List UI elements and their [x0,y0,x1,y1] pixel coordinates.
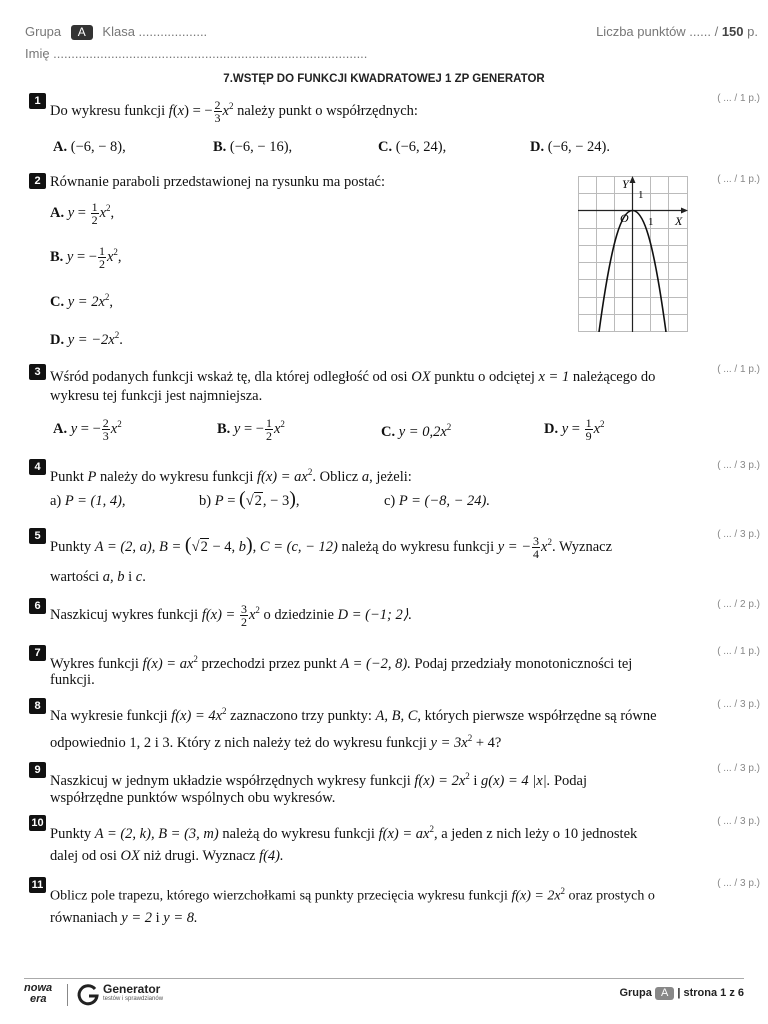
option-value: (−6, − 16), [229,139,293,155]
footer-page-info [619,987,744,1000]
x-axis-label: X [675,214,683,228]
math: A = (2, a), [94,538,156,555]
option-label: A. [53,420,68,437]
question-points: ( ... / 2 p.) [717,599,760,610]
question-number: 4 [29,459,46,475]
text: odpowiednio [50,734,126,751]
option-d[interactable]: D. y = $\frac{1}{9}$ $x^2$ [544,416,605,443]
math: c [135,569,143,585]
generator-logo-icon [76,983,100,1007]
question-points: ( ... / 3 p.) [717,699,760,710]
text: Punkty [50,538,92,555]
option-label: B. [213,139,227,155]
question-number: 2 [29,173,46,189]
question-9-text-line2: współrzędne punktów wspólnych obu wykresów. [50,790,336,806]
text: Wśród podanych funkcji wskaż tę, dla której odległość od osi [50,369,408,385]
parabola-graph [578,176,688,332]
text: przechodzi przez punkt [201,655,337,672]
question-4-text: Punkt P należy do wykresu funkcji $f(x) = ax^2$. Oblicz a, jeżeli: [50,467,412,485]
math: A = (−2, 8). [340,655,411,672]
question-3-text [50,367,690,387]
text: oraz prostych o [568,888,655,904]
math: a, b [102,569,125,585]
part-c [384,491,490,511]
text: wartości [50,569,100,585]
question-1-text: Do wykresu funkcji f(x) = − $\frac{2}{3}$ $x^2$ należy punkt o współrzędnych: [50,98,418,125]
text: i [473,772,478,789]
text: równaniach [50,910,118,926]
part-a [50,491,126,511]
option-c[interactable] [378,137,446,157]
math: + 4? [475,734,502,751]
question-points: ( ... / 1 p.) [717,364,760,375]
question-points: ( ... / 3 p.) [717,460,760,471]
text: Do wykresu funkcji [50,102,166,119]
text: należy punkt o współrzędnych: [237,102,418,119]
math: f(4). [259,848,284,864]
logo-separator [67,984,68,1006]
question-7-text-line2: funkcji. [50,672,95,688]
part-value: P = (1, 4), [64,493,126,509]
text: jednostek [581,825,638,842]
text: Naszkicuj wykres funkcji [50,606,199,623]
text: należy do wykresu funkcji [99,468,254,485]
math: C = (c, − 12) [259,538,338,555]
math: f(x) = 2x [414,772,466,789]
question-points: ( ... / 1 p.) [717,174,760,185]
math: P [87,468,97,485]
text: należą do wykresu funkcji [222,825,375,842]
text: punktu o odciętej [434,369,535,385]
footer-group-badge: A [655,987,674,1000]
math: g(x) = 4 |x|. [481,772,551,789]
math: 3. [162,734,174,751]
option-label: B. [50,248,64,265]
option-label: A. [50,204,65,221]
option-b[interactable] [213,137,292,157]
text: niż drugi. Wyznacz [143,848,256,864]
question-points: ( ... / 3 p.) [717,816,760,827]
y-axis-label: Y [622,177,629,191]
math: y = − [497,538,532,555]
question-11-text: Oblicz pole trapezu, którego wierzchołkami są punkty przecięcia wykresu funkcji $f(x) = 2x^2$ oraz prostych o [50,886,655,904]
header-group [25,24,207,40]
option-c[interactable]: C. $y = 0,2x^2$ [381,422,452,440]
math: A, B, C, [375,707,422,724]
origin-label: O [620,211,629,225]
question-number: 1 [29,93,46,109]
text: i [128,569,133,585]
y-unit-label: 1 [638,189,644,201]
class-field: Klasa ................... [102,24,208,39]
text: Na wykresie funkcji [50,707,168,724]
option-value: y = −2x [67,331,115,348]
group-label: Grupa [25,24,62,39]
option-a[interactable] [53,137,126,157]
question-number: 5 [29,528,46,544]
option-value: y = 0,2x [398,423,447,440]
text: których pierwsze współrzędne są równe [424,707,657,724]
math: f(x) = 2x [511,888,561,904]
option-label: D. [50,331,65,348]
page-title: 7.WSTĘP DO FUNKCJI KWADRATOWEJ 1 ZP GENERATOR [223,73,545,85]
text: Podaj przedziały monotoniczności tej [414,655,633,672]
option-label: B. [217,420,231,437]
math: a [361,468,370,485]
math: f(x) = ax [142,655,194,672]
option-value: (−6, − 24). [547,139,610,155]
math: A = (2, k), [94,825,155,842]
option-end: . [119,331,123,348]
nowa-era-logo [24,983,60,1005]
text: i [154,734,159,751]
question-3-text-line2: wykresu tej funkcji jest najmniejsza. [50,388,263,404]
question-number: 8 [29,698,46,714]
math: f(x) = ax [257,468,308,485]
text: . Wyznacz [551,538,612,555]
page-number: | strona 1 z 6 [677,987,744,999]
question-10-text-line2 [50,846,284,866]
generator-text: Generator [103,982,161,996]
logo-text-era: era [30,993,47,1005]
math: B = [159,538,182,555]
question-number: 6 [29,598,46,614]
part-value: P = (−8, − 24). [398,493,490,509]
option-b[interactable]: B. y = − $\frac{1}{2}$ $x^2$, [50,244,122,271]
text: Punkty [50,825,92,842]
question-9-text: Naszkicuj w jednym układzie współrzędnych wykresy funkcji $f(x) = 2x^2$ i g(x) = 4 |x|. Podaj [50,771,587,789]
math: f(x) = [201,606,236,623]
question-points: ( ... / 1 p.) [717,646,760,657]
text: i [155,910,160,926]
question-number: 9 [29,762,46,778]
math: x = 1 [538,369,570,385]
option-b[interactable]: B. y = − $\frac{1}{2}$ $x^2$ [217,416,285,443]
math: y = 3x [430,734,468,751]
question-7-text: Wykres funkcji $f(x) = ax^2$ przechodzi przez punkt A = (−2, 8). Podaj przedziały monotoniczności tej [50,654,633,672]
name-field: Imię ....................................................................................... [25,46,368,61]
text: , jeżeli: [369,468,412,485]
text: . [142,569,146,585]
footer-group-label: Grupa [619,987,652,999]
text: Podaj [553,772,587,789]
part-label: b) [199,493,212,509]
text: należącego do [572,369,656,385]
math: f(x) = 4x [171,707,223,724]
question-points: ( ... / 3 p.) [717,529,760,540]
text: Wykres funkcji [50,655,139,672]
option-label: A. [53,139,68,155]
text: zaznaczono trzy punkty: [230,707,372,724]
group-badge: A [71,25,93,40]
math: B = (3, m) [158,825,219,842]
points-label: Liczba punktów ...... / [596,24,719,39]
text: dalej od osi [50,848,117,864]
question-number: 11 [29,877,46,893]
footer-divider [24,978,744,979]
question-5-text-line2 [50,567,146,587]
option-label: C. [50,293,65,310]
question-8-text-line2: odpowiednio 1, 2 i 3. Który z nich należy też do wykresu funkcji $y = 3x^2 + 4$? [50,733,502,751]
question-11-text-line2 [50,908,198,928]
logo-text-nowa: nowa [24,982,53,994]
text: Oblicz pole trapezu, którego wierzchołkami są punkty przecięcia wykresu funkcji [50,888,508,904]
question-number: 10 [29,815,46,831]
math: OX [411,369,431,385]
option-label: C. [381,423,396,440]
option-value: y = 2x [67,293,105,310]
math: OX [120,848,140,864]
question-points: ( ... / 1 p.) [717,93,760,104]
text: . Oblicz [312,468,359,485]
question-number: 3 [29,364,46,380]
part-label: c) [384,493,396,509]
option-a[interactable]: A. y = $\frac{1}{2}$ $x^2$, [50,200,115,227]
option-value: (−6, 24), [395,139,447,155]
math: 1, 2 [129,734,152,751]
text: Naszkicuj w jednym układzie współrzędnych wykresy funkcji [50,772,411,789]
part-b: b) P = (√2, − 3), [199,488,300,510]
text: Punkt [50,468,84,485]
generator-logo [103,983,163,1002]
question-number: 7 [29,645,46,661]
question-points: ( ... / 3 p.) [717,878,760,889]
math: D = (−1; 2⟩. [337,606,412,623]
text: Który z nich należy też do wykresu funkcji [176,734,427,751]
math: 10 [563,825,579,842]
points-total-value: 150 [721,24,744,39]
math: f(x) = ax [378,825,430,842]
option-label: C. [378,139,393,155]
points-total [596,24,758,39]
question-2-text: Równanie paraboli przedstawionej na rysunku ma postać: [50,174,386,190]
option-end: , [109,293,114,310]
text: należą do wykresu funkcji [341,538,495,555]
question-6-text: Naszkicuj wykres funkcji f(x) = $\frac{3}{2}$ $x^2$ o dziedzinie D = (−1; 2⟩. [50,602,412,629]
option-c[interactable]: C. $y = 2x^2$, [50,292,114,310]
text: o dziedzinie [263,606,334,623]
question-8-text: Na wykresie funkcji $f(x) = 4x^2$ zaznaczono trzy punkty: A, B, C, których pierwsze współrzędne są równe [50,706,657,724]
option-a[interactable]: A. y = − $\frac{2}{3}$ $x^2$ [53,416,122,443]
option-label: D. [530,139,545,155]
x-unit-label: 1 [648,216,654,228]
points-unit: p. [747,24,758,39]
option-label: D. [544,420,559,437]
math: y = 2 [121,910,152,926]
question-5-text: Punkty A = (2, a), B = (√2 − 4, b), C = (c, − 12) należą do wykresu funkcji y = − $\frac{3}{4}$ $x^2$. Wyznacz [50,533,612,561]
generator-subtext: testów i sprawdzianów [103,996,164,1002]
part-label: a) [50,493,62,509]
math: y = 8. [163,910,198,926]
question-10-text: Punkty A = (2, k), B = (3, m) należą do wykresu funkcji $f(x) = ax^2$, a jeden z nich leży o 10 jednostek [50,824,638,842]
option-d[interactable]: D. $y = -2x^2$. [50,330,123,348]
option-d[interactable] [530,137,610,157]
question-points: ( ... / 3 p.) [717,763,760,774]
text: , a jeden z nich leży o [433,825,560,842]
option-value: (−6, − 8), [70,139,126,155]
